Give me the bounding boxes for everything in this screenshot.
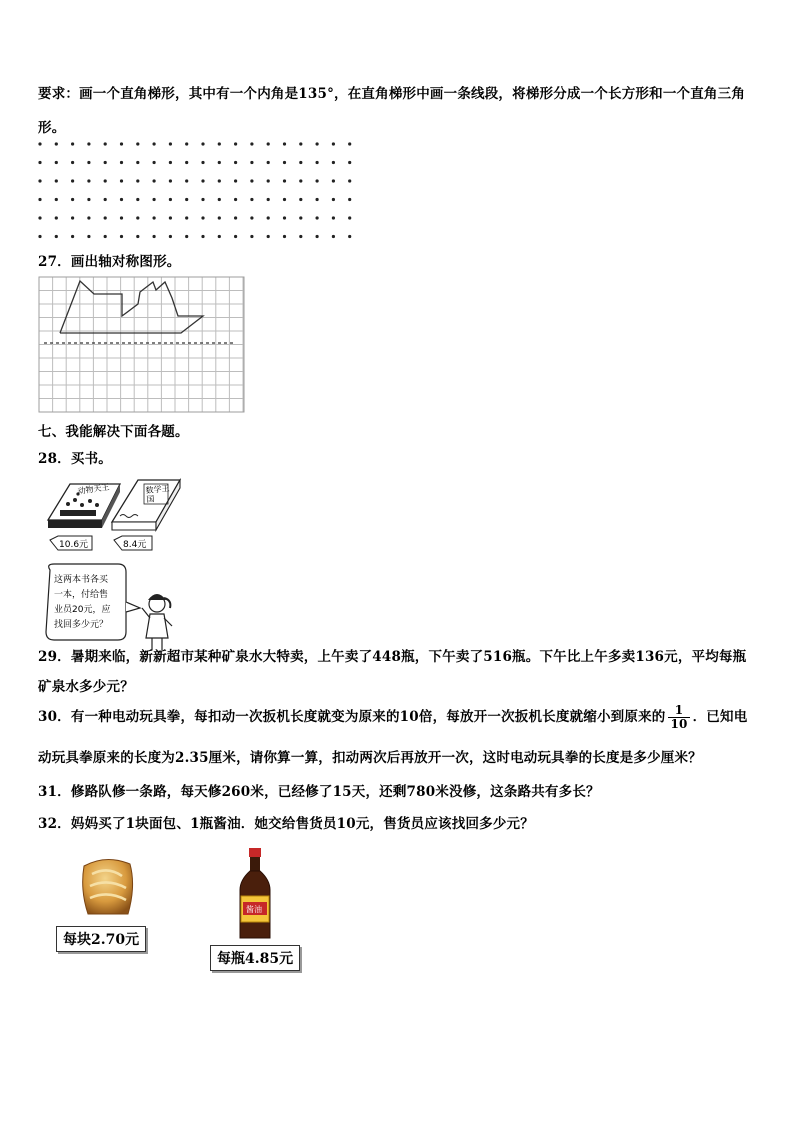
grid-dot	[153, 142, 156, 145]
grid-dot	[348, 161, 351, 164]
grid-dot	[218, 142, 221, 145]
grid-dot	[201, 198, 204, 201]
grid-dot	[332, 142, 335, 145]
grid-dot	[299, 142, 302, 145]
q31-text: 31．修路队修一条路，每天修260米，已经修了15天，还剩780米没修，这条路共有多长？	[38, 784, 600, 800]
grid-dot	[185, 142, 188, 145]
grid-dot	[267, 179, 270, 182]
grid-dot	[185, 216, 188, 219]
grid-dot	[136, 161, 139, 164]
grid-dot	[283, 142, 286, 145]
grid-dot	[283, 161, 286, 164]
grid-dot	[218, 216, 221, 219]
grid-dot	[169, 179, 172, 182]
grid-dot	[120, 161, 123, 164]
bread-image	[78, 856, 138, 918]
grid-dot	[234, 216, 237, 219]
grid-dot	[153, 179, 156, 182]
grid-dot	[169, 216, 172, 219]
grid-dot	[316, 179, 319, 182]
grid-dot	[299, 198, 302, 201]
grid-dot	[283, 216, 286, 219]
bubble-text-line: 一本，付给售	[54, 590, 109, 600]
grid-dot	[104, 161, 107, 164]
grid-dot	[185, 161, 188, 164]
q30-line2: 动玩具拳原来的长度为2.35厘米，请你算一算，扣动两次后再放开一次，这时电动玩具拳的长度是多少厘米？	[38, 750, 702, 766]
grid-dot	[55, 179, 58, 182]
grid-dot	[348, 142, 351, 145]
grid-dot	[348, 198, 351, 201]
grid-dot	[38, 179, 41, 182]
q30-text-a: 30．有一种电动玩具拳，每扣动一次扳机长度就变为原来的10倍，每放开一次扳机长度就缩小到原来的	[38, 709, 666, 725]
grid-dot	[250, 161, 253, 164]
grid-dot	[55, 216, 58, 219]
grid-dot	[332, 235, 335, 238]
fraction-numerator: 1	[668, 704, 689, 718]
grid-dot	[153, 235, 156, 238]
grid-dot	[234, 142, 237, 145]
grid-dot	[169, 161, 172, 164]
grid-dot	[348, 235, 351, 238]
grid-dot	[38, 161, 41, 164]
grid-dot	[55, 142, 58, 145]
grid-dot	[299, 235, 302, 238]
grid-dot	[234, 235, 237, 238]
grid-dot	[234, 198, 237, 201]
section7-title: 七、我能解决下面各题。	[38, 424, 189, 440]
grid-dot	[267, 235, 270, 238]
grid-dot	[104, 179, 107, 182]
grid-dot	[38, 198, 41, 201]
q30-text-b: ．已知电	[692, 709, 748, 725]
grid-dot	[201, 216, 204, 219]
grid-dot	[348, 179, 351, 182]
grid-dot	[332, 179, 335, 182]
grid-dot	[120, 216, 123, 219]
grid-dot	[153, 198, 156, 201]
grid-dot	[104, 198, 107, 201]
grid-dot	[87, 142, 90, 145]
grid-dot	[316, 161, 319, 164]
grid-dot	[87, 179, 90, 182]
grid-dot	[136, 142, 139, 145]
grid-dot	[250, 142, 253, 145]
book2-title: 数学王国	[145, 483, 170, 505]
grid-dot	[316, 198, 319, 201]
grid-dot	[283, 198, 286, 201]
grid-dot	[120, 142, 123, 145]
grid-dot	[169, 142, 172, 145]
grid-dot	[348, 216, 351, 219]
grid-dot	[218, 161, 221, 164]
grid-dot	[169, 235, 172, 238]
girl-figure	[142, 594, 172, 650]
q28-title: 28．买书。	[38, 451, 112, 467]
book1-price: 10.6元	[59, 540, 89, 550]
grid-dot	[136, 179, 139, 182]
grid-dot	[185, 179, 188, 182]
bubble-text-line: 这两本书各买	[54, 575, 109, 585]
grid-dot	[201, 179, 204, 182]
q29-line2: 矿泉水多少元？	[38, 679, 134, 695]
grid-dot	[136, 216, 139, 219]
grid-dot	[201, 142, 204, 145]
grid-dot	[87, 235, 90, 238]
grid-dot	[71, 198, 74, 201]
q26-line2: 形。	[38, 120, 66, 136]
grid-dot	[267, 142, 270, 145]
grid-dot	[250, 198, 253, 201]
book-animal-king	[48, 482, 120, 528]
grid-dot	[71, 161, 74, 164]
speech-bubble-scene	[40, 560, 180, 655]
grid-dot	[38, 235, 41, 238]
grid-dot	[55, 161, 58, 164]
grid-dot	[71, 142, 74, 145]
fraction-one-tenth	[668, 704, 689, 731]
grid-dot	[332, 198, 335, 201]
book1-title: 动物天王	[77, 482, 110, 496]
grid-dot	[185, 235, 188, 238]
grid-dot	[218, 235, 221, 238]
grid-dot	[234, 161, 237, 164]
grid-dot	[185, 198, 188, 201]
q30-line1	[38, 704, 747, 731]
grid-dot	[299, 179, 302, 182]
grid-dot	[38, 142, 41, 145]
grid-dot	[87, 216, 90, 219]
grid-dot	[250, 179, 253, 182]
grid-dot	[267, 216, 270, 219]
grid-dot	[299, 161, 302, 164]
grid-dot	[71, 235, 74, 238]
grid-dot	[153, 161, 156, 164]
symmetry-grid[interactable]	[38, 276, 248, 416]
grid-dot	[218, 179, 221, 182]
book2-price: 8.4元	[123, 540, 147, 550]
grid-dot	[87, 161, 90, 164]
grid-dot	[55, 198, 58, 201]
grid-dot	[267, 198, 270, 201]
grid-dot	[250, 235, 253, 238]
grid-dot	[267, 161, 270, 164]
half-boat-shape	[60, 281, 203, 333]
grid-dot	[332, 216, 335, 219]
grid-dot	[104, 235, 107, 238]
grid-dot	[136, 235, 139, 238]
grid-dot	[201, 235, 204, 238]
soy-sauce-bottle	[232, 846, 278, 942]
grid-dot	[153, 216, 156, 219]
grid-dot	[332, 161, 335, 164]
grid-dot	[55, 235, 58, 238]
grid-dot	[234, 179, 237, 182]
grid-dot	[283, 179, 286, 182]
grid-dot	[38, 216, 41, 219]
grid-dot	[316, 235, 319, 238]
grid-dot	[169, 198, 172, 201]
dot-grid[interactable]	[30, 136, 360, 240]
grid-dot	[283, 235, 286, 238]
bubble-text-line: 业员20元，应	[54, 605, 111, 615]
grid-dot	[120, 179, 123, 182]
grid-dot	[316, 216, 319, 219]
soy-sauce-label: 酱油	[246, 905, 262, 914]
grid-dot	[201, 161, 204, 164]
bread-price-tag: 每块2.70元	[56, 926, 146, 952]
q27-title: 27．画出轴对称图形。	[38, 254, 181, 270]
grid-dot	[120, 198, 123, 201]
grid-dot	[71, 179, 74, 182]
grid-dot	[250, 216, 253, 219]
fraction-denominator: 10	[670, 717, 688, 731]
bubble-text-line: 找回多少元？	[54, 620, 109, 630]
grid-dot	[136, 198, 139, 201]
q32-text: 32．妈妈买了1块面包、1瓶酱油．她交给售货员10元，售货员应该找回多少元？	[38, 816, 534, 832]
grid-dot	[87, 198, 90, 201]
grid-dot	[218, 198, 221, 201]
grid-dot	[104, 216, 107, 219]
grid-dot	[316, 142, 319, 145]
soy-price-tag: 每瓶4.85元	[210, 945, 300, 971]
grid-dot	[104, 142, 107, 145]
q29-line1: 29．暑期来临，新新超市某种矿泉水大特卖，上午卖了448瓶，下午卖了516瓶。下午比上午多卖136元，平均每瓶	[38, 649, 747, 665]
grid-dot	[71, 216, 74, 219]
grid-dot	[120, 235, 123, 238]
grid-dot	[299, 216, 302, 219]
q26-line1: 要求：画一个直角梯形，其中有一个内角是135°，在直角梯形中画一条线段，将梯形分成一个长方形和一个直角三角	[38, 86, 746, 102]
